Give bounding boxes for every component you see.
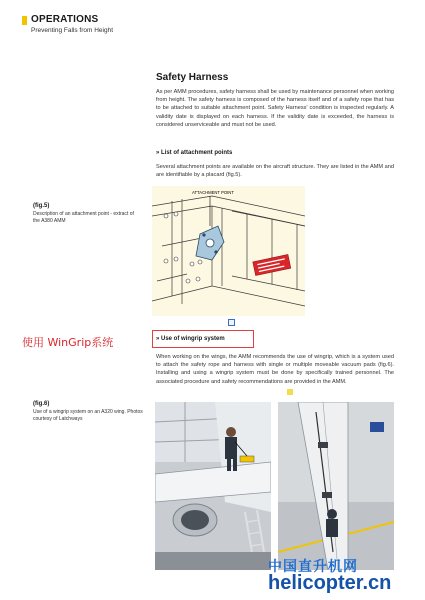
page-heading: Safety Harness bbox=[156, 72, 229, 83]
section-marker bbox=[22, 16, 27, 25]
anchor-marker bbox=[228, 319, 235, 326]
end-marker bbox=[287, 389, 293, 395]
fig5-label: (fig.5) bbox=[33, 203, 50, 209]
wingrip-heading: » Use of wingrip system bbox=[156, 336, 225, 342]
list-paragraph: Several attachment points are available on the aircraft structure. They are listed in the AMM and are identifiable by a placard (fig.5). bbox=[156, 164, 394, 179]
watermark-cn: 中国直升机网 bbox=[268, 559, 358, 575]
wingrip-paragraph: When working on the wings, the AMM recommends the use of wingrip, which is a system used to attach the safety rope and harness with single or multiple moveable vacuum pads (fig.6). Installing and using a wingrip system must be done by specifically trained personnel. The associated procedure and safety recommendations are provided in the AMM. bbox=[156, 354, 394, 385]
intro-paragraph: As per AMM procedures, safety harness shall be used by maintenance personnel when working from height. The safety harness is composed of the harness itself and of a safety rope that has to be attached to suitable attachment point. Safety Harness' condition is inspected regularly. A validity date is displayed on each harness. If the validity date is exceeded, the harness is considered unserviceable and must not be used. bbox=[156, 89, 394, 128]
attachment-point-drawing bbox=[152, 186, 305, 316]
wingrip-photo-right bbox=[278, 402, 394, 570]
section-subtitle: Preventing Falls from Height bbox=[31, 27, 114, 34]
fig5-callout: ATTACHMENT POINT bbox=[192, 190, 234, 195]
wingrip-photo-left bbox=[155, 402, 271, 570]
list-heading: » List of attachment points bbox=[156, 150, 233, 156]
annotation-label: 使用 WinGrip系统 bbox=[22, 336, 114, 349]
fig6-label: (fig.6) bbox=[33, 401, 50, 407]
fig6-caption: Use of a wingrip system on an A320 wing. Photos courtesy of Latchways bbox=[33, 409, 143, 422]
fig5-caption: Description of an attachment point - extract of the A380 AMM bbox=[33, 211, 134, 224]
section-title: OPERATIONS bbox=[31, 14, 99, 25]
watermark-url: helicopter.cn bbox=[268, 572, 392, 594]
fig5-illustration bbox=[152, 186, 305, 316]
